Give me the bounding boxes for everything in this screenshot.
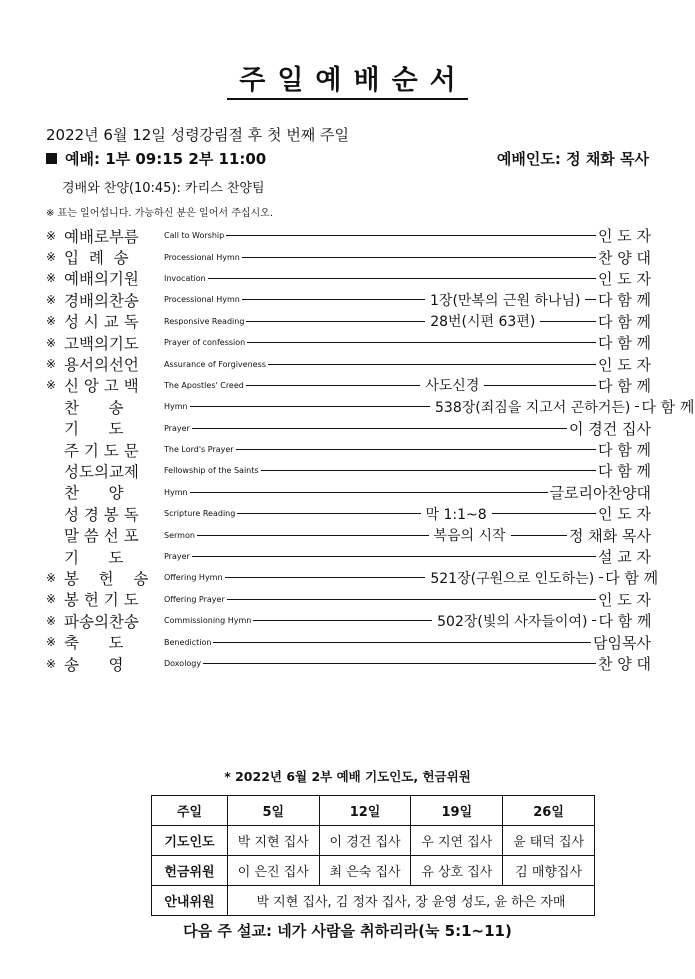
leader-line (635, 406, 639, 407)
order-of-worship (46, 225, 695, 674)
order-row (46, 653, 651, 674)
usher-names: 박 지현 집사, 김 정자 집사, 장 윤영 성도, 윤 하은 자매 (227, 886, 594, 916)
order-item-english: Offering Hymn (164, 573, 223, 583)
next-sermon: 다음 주 설교: 네가 사람을 취하리라(눅 5:1~11) (183, 922, 512, 940)
leader-line (226, 235, 596, 236)
order-row (46, 567, 659, 588)
order-item-detail: 막 1:1~8 (425, 506, 487, 523)
order-row (46, 589, 651, 610)
duty-cell: 유 상호 집사 (411, 856, 503, 886)
stand-mark: ※ (46, 228, 57, 243)
page-title: 주일예배순서 (0, 58, 695, 97)
duty-row (152, 826, 595, 856)
leader-line (213, 642, 591, 643)
order-item-name: 기 도 (64, 548, 124, 567)
standing-note: ※ 표는 일어섭니다. 가능하신 분은 일어서 주십시오. (46, 208, 274, 219)
duty-cell: 김 매향집사 (503, 856, 595, 886)
duty-row-label: 헌금위원 (152, 856, 228, 886)
order-item-person: 다 함 께 (597, 376, 651, 395)
stand-mark: ※ (46, 378, 57, 393)
leader-line (227, 599, 596, 600)
stand-mark: ※ (46, 570, 57, 585)
leader-line (268, 364, 596, 365)
order-item-person: 다 함 께 (597, 441, 651, 460)
order-item-name: 입 례 송 (64, 249, 129, 268)
order-item-detail: 538장(죄짐을 지고서 곤하거든) (435, 399, 631, 416)
order-item-name: 성 시 교 독 (64, 313, 139, 332)
leader-line (599, 577, 603, 578)
duty-cell: 이 은진 집사 (227, 856, 319, 886)
order-item-english: Scripture Reading (164, 509, 236, 519)
leader-line (236, 449, 596, 450)
order-item-english: Benediction (164, 637, 212, 647)
duty-header-cell: 12일 (319, 796, 411, 826)
duty-table (151, 795, 595, 916)
order-item-name: 송 영 (64, 655, 124, 674)
order-item-person: 이 경건 집사 (569, 419, 651, 438)
duty-header-cell: 26일 (503, 796, 595, 826)
duty-cell: 윤 태덕 집사 (503, 826, 595, 856)
leader-line (592, 620, 596, 621)
order-row (46, 268, 651, 289)
worship-leader: 예배인도: 정 채화 목사 (496, 150, 649, 168)
order-item-english: Processional Hymn (164, 295, 240, 305)
leader-line (237, 513, 420, 514)
leader-line (246, 321, 425, 322)
order-item-detail: 28번(시편 63편) (430, 314, 536, 331)
order-row (46, 311, 651, 332)
order-item-name: 봉 헌 송 (64, 569, 149, 588)
order-item-name: 기 도 (64, 420, 124, 439)
order-row (46, 610, 651, 631)
order-item-name: 찬 양 (64, 484, 124, 503)
date-line: 2022년 6월 12일 성령강림절 후 첫 번째 주일 (46, 126, 350, 144)
order-row (46, 524, 651, 545)
order-item-english: Hymn (164, 402, 188, 412)
order-row (46, 460, 651, 481)
duty-header-cell: 주일 (152, 796, 228, 826)
order-item-english: Processional Hymn (164, 252, 240, 262)
order-row (46, 289, 651, 310)
stand-mark: ※ (46, 656, 57, 671)
order-item-person: 정 채화 목사 (569, 526, 651, 545)
leader-line (540, 321, 596, 322)
order-item-name: 찬 송 (64, 398, 124, 417)
order-row (46, 332, 651, 353)
order-item-person: 글로리아찬양대 (549, 483, 651, 502)
order-item-name: 파송의찬송 (64, 612, 139, 631)
order-item-name: 말 씀 선 포 (64, 527, 139, 546)
stand-mark: ※ (46, 292, 57, 307)
order-item-english: Doxology (164, 659, 202, 668)
stand-mark: ※ (46, 357, 57, 372)
order-item-name: 경배의찬송 (64, 291, 139, 310)
order-item-english: The Apostles' Creed (164, 380, 244, 390)
order-item-english: Offering Prayer (164, 594, 225, 604)
order-row (46, 225, 651, 246)
order-item-person: 찬 양 대 (597, 248, 651, 267)
order-item-english: The Lord's Prayer (164, 445, 234, 455)
order-item-english: Prayer (164, 423, 190, 433)
leader-line (492, 513, 596, 514)
leader-line (585, 299, 596, 300)
leader-line (190, 406, 430, 407)
leader-line (247, 342, 596, 343)
duty-row-label: 기도인도 (152, 826, 228, 856)
order-item-name: 주 기 도 문 (64, 441, 139, 460)
order-item-name: 봉 헌 기 도 (64, 591, 139, 610)
leader-line (208, 278, 596, 279)
stand-mark: ※ (46, 335, 57, 350)
service-times (46, 148, 266, 169)
order-row (46, 246, 651, 267)
order-item-english: Prayer (164, 552, 190, 562)
order-row (46, 396, 695, 417)
order-item-person: 다 함 께 (605, 569, 659, 588)
service-times-text: 예배: 1부 09:15 2부 11:00 (65, 150, 267, 168)
stand-mark: ※ (46, 250, 57, 265)
order-row (46, 439, 651, 460)
order-row (46, 353, 651, 374)
order-item-english: Prayer of confession (164, 338, 246, 348)
duty-cell: 최 은숙 집사 (319, 856, 411, 886)
order-item-english: Sermon (164, 530, 195, 540)
order-item-person: 인 도 자 (597, 590, 651, 609)
leader-line (225, 577, 426, 578)
leader-line (242, 299, 425, 300)
order-item-name: 성도의교제 (64, 463, 139, 481)
order-item-name: 용서의선언 (64, 356, 139, 375)
usher-label: 안내위원 (152, 886, 228, 916)
order-item-detail: 502장(빛의 사자들이여) (437, 613, 588, 630)
leader-line (192, 556, 596, 557)
order-item-person: 다 함 께 (597, 312, 651, 331)
leader-line (197, 535, 429, 536)
stand-mark: ※ (46, 635, 57, 650)
order-item-name: 성 경 봉 독 (64, 505, 139, 524)
leader-line (192, 428, 567, 429)
stand-mark: ※ (46, 314, 57, 329)
leader-line (242, 257, 596, 258)
order-item-name: 예배로부름 (64, 227, 139, 246)
stand-mark: ※ (46, 613, 57, 628)
order-row (46, 503, 651, 524)
usher-row (152, 886, 595, 916)
order-item-person: 찬 양 대 (597, 655, 651, 673)
order-item-person: 담임목사 (593, 633, 651, 652)
order-item-english: Invocation (164, 273, 206, 283)
leader-line (511, 535, 567, 536)
order-item-person: 다 함 께 (641, 398, 695, 417)
order-item-name: 예배의기원 (64, 270, 139, 289)
order-item-detail: 사도신경 (425, 378, 480, 395)
leader-line (484, 385, 596, 386)
leader-line (253, 620, 432, 621)
order-row (46, 546, 651, 567)
order-row (46, 631, 651, 652)
praise-line: 경배와 찬양(10:45): 카리스 찬양팀 (62, 181, 265, 196)
order-item-detail: 복음의 시작 (433, 528, 506, 545)
stand-mark: ※ (46, 271, 57, 286)
leader-line (261, 470, 596, 471)
order-item-name: 고백의기도 (64, 334, 139, 353)
order-row (46, 482, 651, 503)
order-item-english: Call to Worship (164, 231, 225, 241)
order-item-english: Hymn (164, 487, 188, 497)
order-item-person: 인 도 자 (597, 227, 651, 246)
order-row (46, 418, 651, 439)
order-item-person: 다 함 께 (597, 291, 651, 310)
duty-header-row (152, 796, 595, 826)
order-item-english: Assurance of Forgiveness (164, 359, 266, 369)
duty-cell: 이 경건 집사 (319, 826, 411, 856)
leader-line (190, 492, 548, 493)
order-item-person: 다 함 께 (598, 612, 652, 631)
order-item-person: 다 함 께 (597, 334, 651, 353)
order-item-detail: 1장(만복의 근원 하나님) (430, 292, 581, 309)
order-item-person: 인 도 자 (597, 355, 651, 374)
order-item-detail: 521장(구원으로 인도하는) (430, 570, 595, 587)
leader-line (203, 663, 596, 664)
order-item-person: 인 도 자 (597, 269, 651, 288)
bullet-square-icon (46, 153, 57, 164)
order-item-person: 인 도 자 (597, 505, 651, 524)
order-item-person: 설 교 자 (597, 548, 651, 567)
order-item-person: 다 함 께 (597, 462, 651, 481)
duty-row (152, 856, 595, 886)
duty-header-cell: 5일 (227, 796, 319, 826)
stand-mark: ※ (46, 592, 57, 607)
duty-cell: 박 지현 집사 (227, 826, 319, 856)
order-item-english: Commissioning Hymn (164, 616, 252, 626)
duty-caption: * 2022년 6월 2부 예배 기도인도, 헌금위원 (224, 769, 471, 784)
duty-cell: 우 지연 집사 (411, 826, 503, 856)
order-row (46, 375, 651, 396)
order-item-name: 축 도 (64, 634, 124, 653)
order-item-english: Responsive Reading (164, 316, 245, 326)
leader-line (246, 385, 420, 386)
order-item-name: 신 앙 고 백 (64, 377, 139, 396)
duty-header-cell: 19일 (411, 796, 503, 826)
order-item-english: Fellowship of the Saints (164, 466, 259, 476)
